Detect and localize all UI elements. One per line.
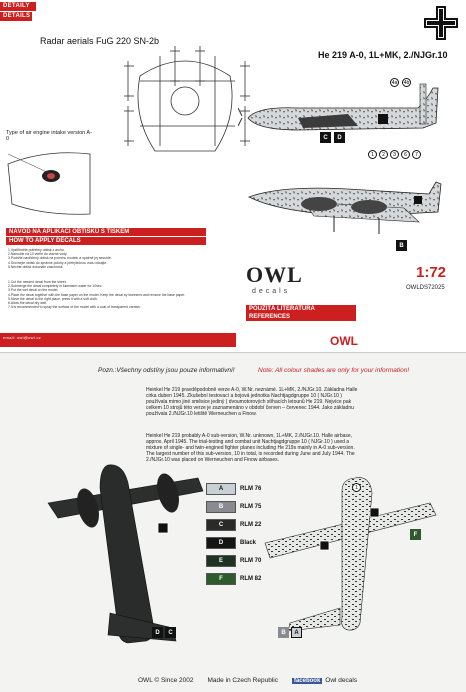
scale-label: 1:72	[416, 264, 447, 281]
tag-c-bottom: C	[165, 627, 176, 638]
callout-4b: 4b	[403, 79, 410, 86]
footer-fb-name: Owl decals	[325, 677, 358, 684]
tag-c: C	[320, 132, 331, 143]
instr-en-line: 4.Place the decal together with the base paper on the model. Keep the decal by tweezers and remove the base paper.	[8, 292, 186, 297]
callout-3: 3	[390, 150, 399, 159]
refs-cz: POUŽITÁ LITERATURA	[246, 305, 356, 313]
instr-cz-line: 4.Srovnejte obtisk do správné polohy a přebytečnou vodu odsajte.	[8, 260, 108, 265]
swatch-c-letter: C	[206, 519, 236, 531]
details-label: DETAILS	[0, 12, 32, 21]
bottom-panel	[0, 352, 466, 692]
instr-en-line: 1.Cut the needed decal from the sheet.	[8, 280, 67, 284]
contact-text: email: owl@owl.cz	[3, 335, 42, 340]
swatch-b-name: RLM 75	[240, 504, 262, 510]
footer	[138, 677, 357, 684]
swatch-a	[206, 483, 261, 495]
aircraft-perspective	[244, 172, 444, 244]
detaily-label: DETAILY	[0, 2, 36, 11]
callout-7: 7	[412, 150, 421, 159]
para-en: Heinkel He 219 probably A-0 sub-version, W.Nr. unknown, 1L+MK, 2./NJGr.10. Halle airbase, approx. April 1945. The trial-testing and combat unit Nachtjagdgruppe 10 ( NJGr.10 ) used a mixture of single- and twin-engined fighter planes including He 219s mainly in A-0 sub-version. The largest number of this sub-version, 10 in total, is recorded during June and July 1944. The 2./NJGr.10 was placed on Werneuchen and Finow airbases.	[146, 433, 355, 463]
note-en: Note: All colour shades are only for your information!	[258, 367, 410, 374]
instr-en-line: 2.Submerge the decal completely in lukewarm water for 10sec.	[8, 284, 103, 289]
swatch-a-letter: A	[206, 483, 236, 495]
instr-en-line: 5.Move the decal to the right place, press it with a soft cloth.	[8, 296, 98, 301]
instructions-cz-title: NÁVOD NA APLIKACI OBTISKŮ S TISKEM	[6, 228, 206, 236]
instr-cz-line: 5.Nechte obtisk dokonale zaschnout.	[8, 264, 64, 269]
balkenkreuz-icon	[424, 6, 458, 40]
para-cz: Heinkel He 219 pravděpodobně verze A-0, W.Nr. neznámé. 1L+MK, 2./NJGr.10. Základna Halle cirka duben 1945. Zkušební testovací a bojová jednotka Nachtjagdgruppe 10 ( NJGr.10 ) používala mimo jiné směsice jediný ( dvoumotorových stíhacích letounů He 219. Nejvíce pak celkem 10 strojů této verze je zaznamenáno v období červen – červenec 1944. Jako základnu používala 2./NJGr.10 letiště Werneuchen a Finow.	[146, 387, 358, 417]
tag-a-bottom: A	[291, 627, 302, 638]
swatch-a-name: RLM 76	[240, 486, 262, 492]
instructions-en	[8, 280, 236, 309]
tag-f-bottom: F	[410, 529, 421, 540]
intake-caption: Type of air engine intake version A-0	[6, 130, 92, 142]
tag-b-top: B	[396, 240, 407, 251]
tag-d-bottom: D	[152, 627, 163, 638]
footer-owl: OWL © Since 2002	[138, 677, 194, 684]
swatch-f-name: RLM 82	[240, 576, 262, 582]
swatch-d-name: Black	[240, 540, 257, 546]
product-code: OWLDS72025	[406, 285, 445, 291]
swatch-e	[206, 555, 261, 567]
owl-logo	[246, 262, 306, 295]
swatch-c-name: RLM 22	[240, 522, 262, 528]
callout-1-bottom: 1	[352, 483, 361, 492]
swatch-d	[206, 537, 256, 549]
logo-sub: decals	[252, 288, 291, 295]
instr-en-line: 6.Allow the decal dry well.	[8, 301, 48, 306]
aircraft-title: He 219 A-0, 1L+MK, 2./NJGr.10	[318, 50, 448, 60]
swatch-e-name: RLM 70	[240, 558, 262, 564]
instr-cz-line: 1.Vystřihněte potřebný obtisk z archu.	[8, 248, 65, 252]
note-cz: Pozn.:Všechny odstíny jsou pouze informativní!	[98, 367, 235, 374]
swatch-b-letter: B	[206, 501, 236, 513]
radar-aerials-drawing	[120, 46, 255, 158]
swatch-f-letter: F	[206, 573, 236, 585]
owl-small-logo: OWL	[330, 334, 358, 348]
instr-en-line: 3.Put the wet decal on the model.	[8, 288, 59, 293]
instr-cz-line: 2.Namočte na 10 vteřin do vlažné vody.	[8, 252, 68, 257]
swatch-e-letter: E	[206, 555, 236, 567]
callout-1: 1	[368, 150, 377, 159]
aircraft-top-view	[38, 463, 208, 663]
instructions-cz	[8, 248, 230, 269]
swatch-c	[206, 519, 261, 531]
facebook-icon: facebook	[293, 677, 321, 684]
aircraft-underside-view	[260, 473, 450, 633]
swatch-b	[206, 501, 261, 513]
callout-4a: 4a	[391, 79, 398, 86]
logo-text: OWL	[246, 262, 303, 287]
intake-detail	[6, 130, 92, 220]
footer-facebook[interactable]	[292, 677, 357, 684]
instr-cz-line: 3.Podržte navlhčený obtisk na povrchu modelu a opatrně jej sesuňte.	[8, 256, 112, 261]
instructions-en-title: HOW TO APPLY DECALS	[6, 237, 206, 245]
swatch-f	[206, 573, 261, 585]
intake-drawing	[6, 144, 92, 224]
callout-2: 2	[379, 150, 388, 159]
tag-b-bottom: B	[278, 627, 289, 638]
tag-d: D	[334, 132, 345, 143]
contact-bar	[0, 333, 236, 347]
aircraft-side-profile	[238, 78, 448, 158]
refs-en: REFERENCES	[246, 313, 356, 321]
instr-en-line: 7.It is recommended to spray the surface of the model with a coat of transparent varnish.	[8, 305, 141, 310]
aerials-title: Radar aerials FuG 220 SN-2b	[40, 36, 160, 46]
footer-made: Made in Czech Republic	[207, 677, 278, 684]
swatch-d-letter: D	[206, 537, 236, 549]
callout-6: 6	[401, 150, 410, 159]
